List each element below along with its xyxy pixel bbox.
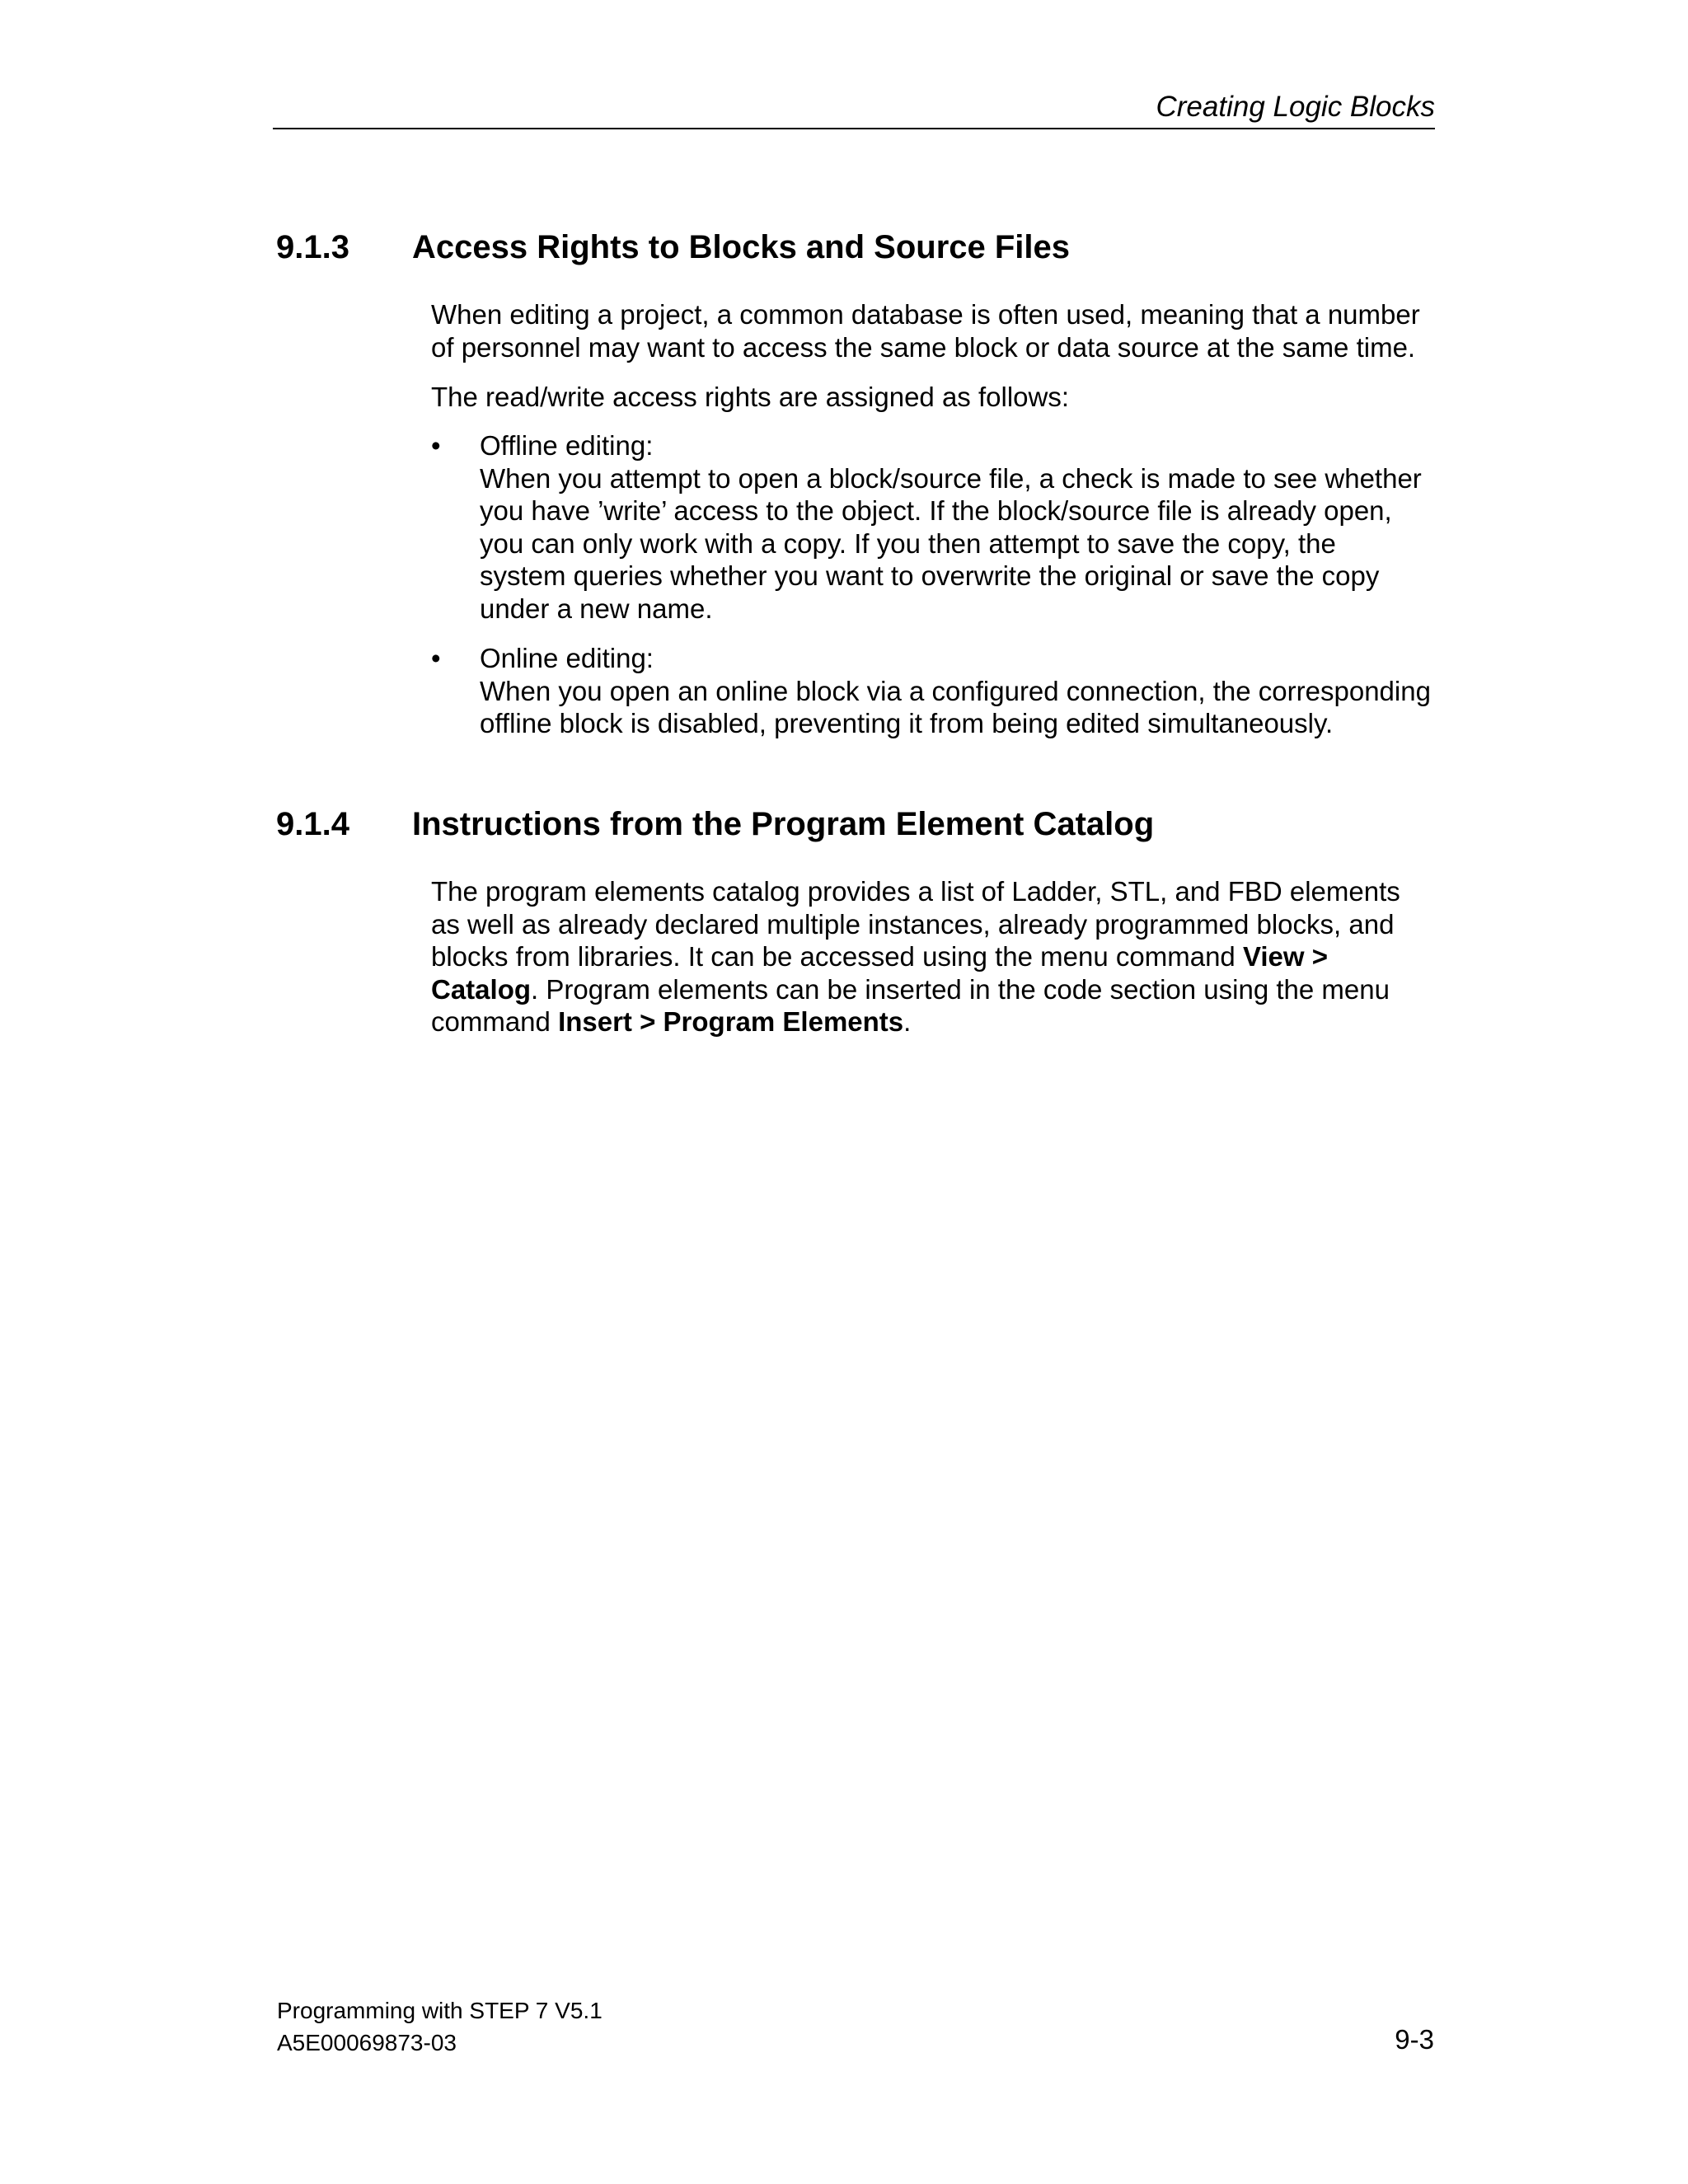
bullet-body <box>480 429 1422 625</box>
bullet-body <box>480 642 1431 740</box>
bullet-line: you have ’write’ access to the object. If the block/source file is already open, <box>480 495 1392 526</box>
bullet-line: system queries whether you want to overwrite the original or save the copy <box>480 560 1380 591</box>
catalog-text: . <box>903 1006 912 1037</box>
rights-intro: The read/write access rights are assigned as follows: <box>431 382 1070 412</box>
menu-command-catalog: Catalog <box>431 973 532 1005</box>
bullet-line: you can only work with a copy. If you then attempt to save the copy, the <box>480 527 1336 559</box>
bullet-line: Online editing: <box>480 643 654 673</box>
section-heading-913 <box>276 229 1070 266</box>
running-header: Creating Logic Blocks <box>1156 91 1435 123</box>
catalog-text: command <box>431 1006 559 1037</box>
section-title: Access Rights to Blocks and Source Files <box>412 229 1071 265</box>
catalog-paragraph <box>431 875 1445 1038</box>
bullet-line: under a new name. <box>480 593 713 624</box>
intro-paragraph <box>431 298 1445 363</box>
bullet-line: When you attempt to open a block/source file, a check is made to see whether <box>480 462 1422 494</box>
bullet-icon: • <box>431 430 441 461</box>
catalog-text: . Program elements can be inserted in the code section using the menu <box>531 973 1390 1005</box>
header-rule <box>273 128 1435 129</box>
bullet-line: offline block is disabled, preventing it from being edited simultaneously. <box>480 708 1334 738</box>
footer-manual-title: Programming with STEP 7 V5.1 <box>277 1998 603 2023</box>
rights-intro-paragraph <box>431 381 1445 414</box>
catalog-line <box>431 940 1445 973</box>
page-number: 9-3 <box>1395 2024 1434 2055</box>
section-title: Instructions from the Program Element Catalog <box>412 806 1155 842</box>
catalog-text: blocks from libraries. It can be accessed using the menu command <box>431 941 1243 972</box>
bullet-line: When you open an online block via a configured connection, the corresponding <box>480 675 1431 706</box>
section-number: 9.1.3 <box>276 229 349 265</box>
bullet-icon: • <box>431 643 441 673</box>
footer-doc-number: A5E00069873-03 <box>277 2030 457 2055</box>
catalog-line <box>431 973 1445 1006</box>
menu-command-insert: Insert > Program Elements <box>558 1006 904 1037</box>
intro-line: When editing a project, a common database is often used, meaning that a number <box>431 299 1420 330</box>
section-heading-914 <box>276 806 1154 843</box>
section-number: 9.1.4 <box>276 806 349 842</box>
catalog-line: as well as already declared multiple instances, already programmed blocks, and <box>431 908 1395 940</box>
bullet-line: Offline editing: <box>480 430 654 461</box>
catalog-line: The program elements catalog provides a list of Ladder, STL, and FBD elements <box>431 876 1400 907</box>
intro-line: of personnel may want to access the same block or data source at the same time. <box>431 331 1416 363</box>
menu-command-view: View > <box>1242 941 1329 972</box>
catalog-line <box>431 1005 1445 1038</box>
